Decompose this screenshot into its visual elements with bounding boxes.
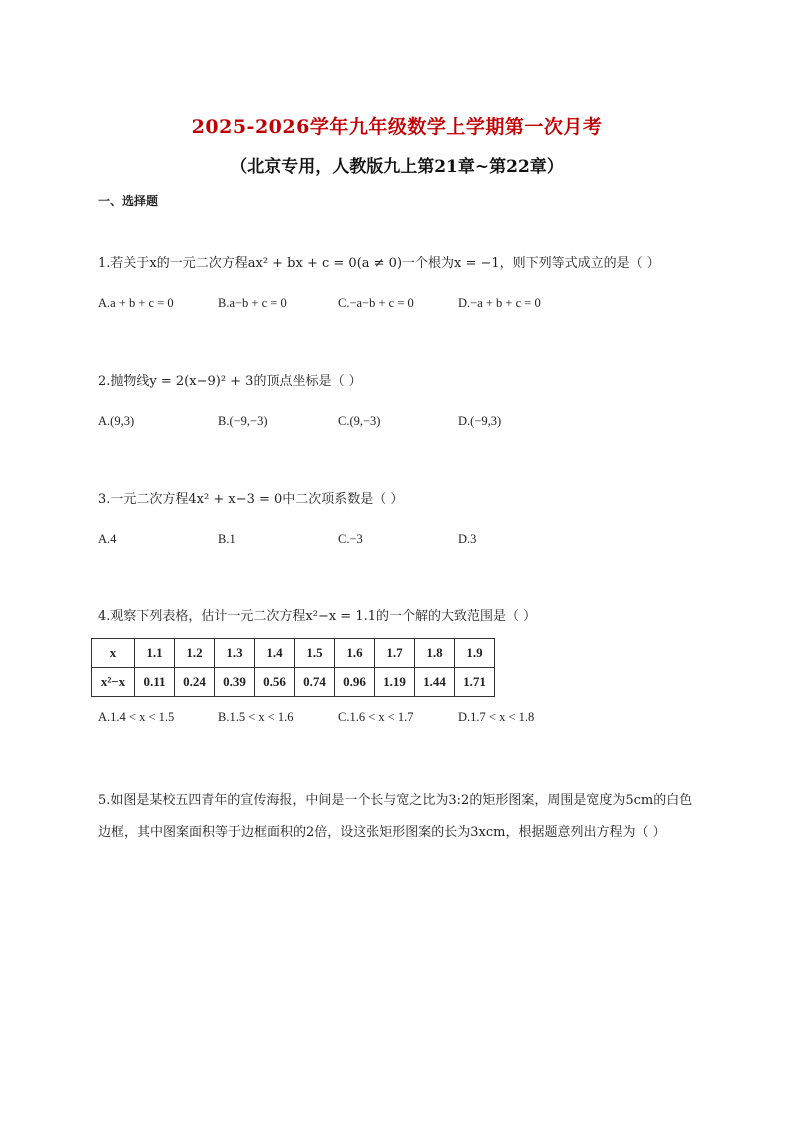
table-cell: 1.3: [215, 639, 255, 668]
table-cell: 0.96: [335, 668, 375, 697]
question-2-options: [98, 414, 698, 430]
question-2-option-b: B.(−9,−3): [218, 414, 268, 428]
question-1-option-b: B.a−b + c = 0: [218, 296, 287, 310]
question-2-stem: 2.抛物线y = 2(x−9)² + 3的顶点坐标是（ ）: [98, 374, 362, 389]
question-1-stem: 1.若关于x的一元二次方程ax² + bx + c = 0(a ≠ 0)一个根为x = −1，则下列等式成立的是（ ）: [98, 256, 660, 271]
table-cell: 0.39: [215, 668, 255, 697]
table-cell: x: [92, 639, 135, 668]
question-4-option-b: B.1.5 < x < 1.6: [218, 710, 294, 724]
question-2-option-c: C.(9,−3): [338, 414, 381, 428]
table-cell: 0.56: [255, 668, 295, 697]
question-2-option-d: D.(−9,3): [458, 414, 502, 428]
table-cell: 0.24: [175, 668, 215, 697]
question-3-option-d: D.3: [458, 532, 477, 546]
value-table: [91, 638, 495, 697]
question-2-option-a: A.(9,3): [98, 414, 135, 428]
table-cell: 1.9: [455, 639, 495, 668]
question-4-option-c: C.1.6 < x < 1.7: [338, 710, 414, 724]
question-4-stem: 4.观察下列表格，估计一元二次方程x²−x = 1.1的一个解的大致范围是（ ）: [98, 609, 537, 624]
table-cell: 1.19: [375, 668, 415, 697]
question-4-option-a: A.1.4 < x < 1.5: [98, 710, 175, 724]
table-cell: 0.11: [135, 668, 175, 697]
table-cell: x²−x: [92, 668, 135, 697]
table-row: [92, 668, 495, 697]
table-cell: 1.4: [255, 639, 295, 668]
table-cell: 0.74: [295, 668, 335, 697]
section-heading: 一、选择题: [98, 194, 159, 208]
table-cell: 1.2: [175, 639, 215, 668]
question-3-option-b: B.1: [218, 532, 236, 546]
exam-title: 2025-2026学年九年级数学上学期第一次月考: [191, 116, 603, 138]
table-cell: 1.1: [135, 639, 175, 668]
question-1-option-c: C.−a−b + c = 0: [338, 296, 414, 310]
question-3-stem: 3.一元二次方程4x² + x−3 = 0中二次项系数是（ ）: [98, 492, 404, 507]
table-cell: 1.6: [335, 639, 375, 668]
table-cell: 1.71: [455, 668, 495, 697]
question-4-options: [98, 710, 698, 726]
table-cell: 1.7: [375, 639, 415, 668]
question-3-option-a: A.4: [98, 532, 117, 546]
question-1-options: [98, 296, 698, 312]
question-5-stem: 5.如图是某校五四青年的宣传海报，中间是一个长与宽之比为3:2的矩形图案，周围是宽度为5cm的白色边框，其中图案面积等于边框面积的2倍，设这张矩形图案的长为3xcm，根据题意列出方程为（ ）: [98, 793, 693, 840]
question-4-option-d: D.1.7 < x < 1.8: [458, 710, 535, 724]
table-cell: 1.44: [415, 668, 455, 697]
table-cell: 1.8: [415, 639, 455, 668]
table-cell: 1.5: [295, 639, 335, 668]
question-3-options: [98, 532, 698, 548]
question-1-option-a: A.a + b + c = 0: [98, 296, 174, 310]
question-1-option-d: D.−a + b + c = 0: [458, 296, 541, 310]
table-row: [92, 639, 495, 668]
question-3-option-c: C.−3: [338, 532, 363, 546]
exam-subtitle: （北京专用，人教版九上第21章~第22章）: [230, 157, 564, 177]
